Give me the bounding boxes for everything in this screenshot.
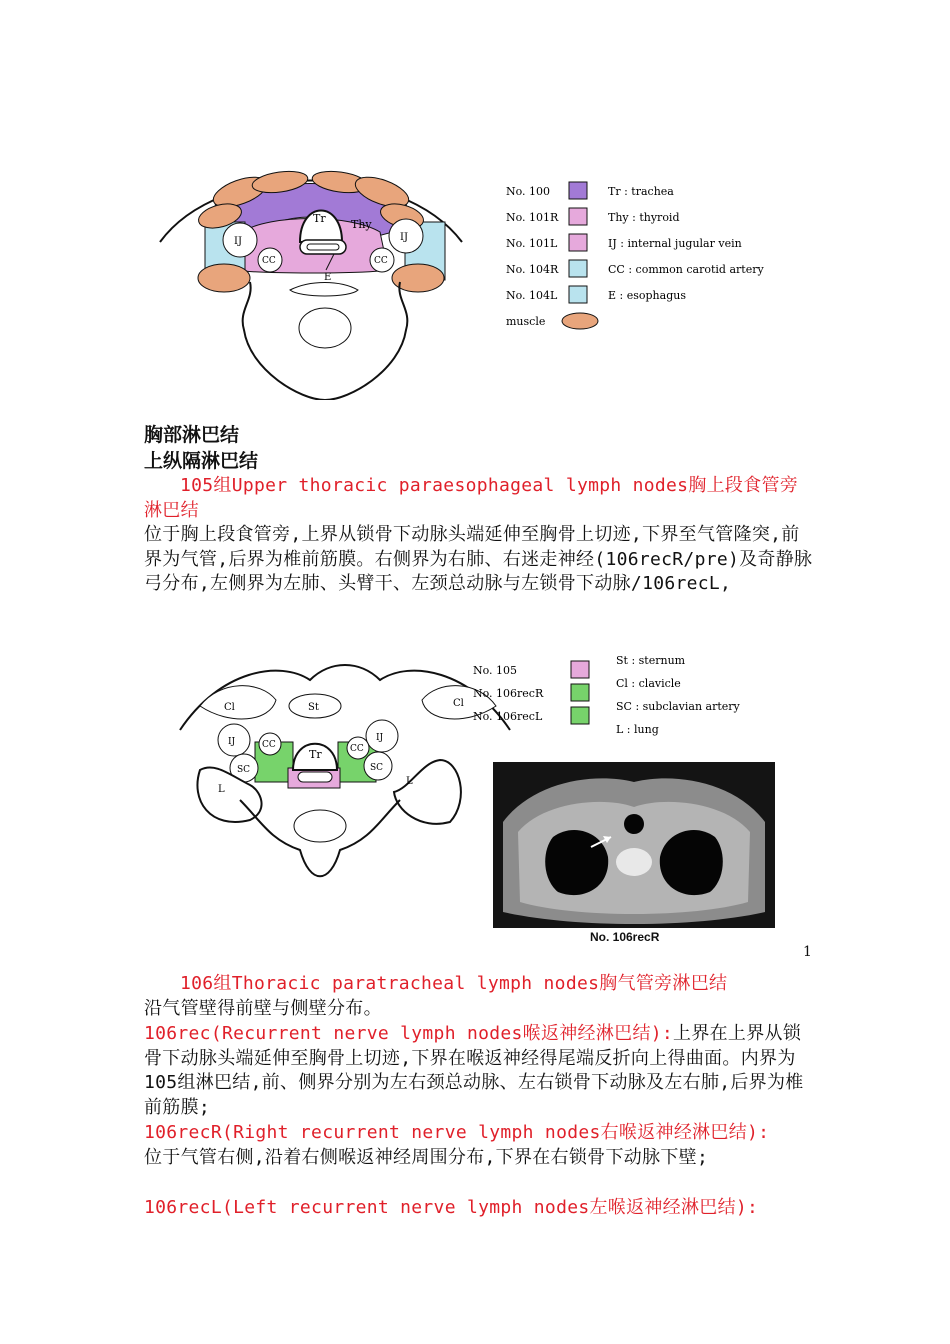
swatch-no106recl (571, 707, 589, 724)
ct-caption: No. 106recR (590, 930, 660, 944)
section-106rec-body: 上界在上界从锁骨下动脉头端延伸至胸骨上切迹,下界在喉返神经得尾端反折向上得曲面。内界为105组淋巴结,前、侧界分别为左右颈总动脉、左右锁骨下动脉及左右肺,后界为椎前筋膜; (144, 1023, 804, 1118)
label-ij-right-2: IJ (376, 733, 384, 743)
section-106rec (144, 1022, 816, 1120)
label-st: St (308, 702, 319, 713)
vertebra-arch (290, 283, 358, 297)
vertebra-body-2 (294, 810, 346, 842)
section-106-line1: 沿气管壁得前壁与侧壁分布。 (144, 998, 382, 1019)
legend-term-2: IJ : internal jugular vein (608, 237, 742, 250)
legend-node-1: No. 101R (506, 211, 559, 224)
legend-1 (506, 182, 764, 329)
legend-term-4: E : esophagus (608, 289, 686, 302)
page-number: 1 (803, 944, 812, 960)
label-cc-left-2: CC (262, 740, 276, 750)
label-sc-right: SC (370, 763, 384, 773)
ct-scan-image (493, 762, 775, 928)
label-cl-left: Cl (224, 702, 235, 713)
label-sc-left: SC (237, 765, 251, 775)
legend2-term-2: SC : subclavian artery (616, 700, 740, 713)
figure-neck-lymph-nodes (150, 170, 790, 400)
label-cl-right: Cl (453, 698, 464, 709)
label-ij-left: IJ (234, 236, 242, 247)
legend2-node-2: No. 106recL (473, 710, 543, 723)
legend-node-5: muscle (506, 315, 546, 328)
section-106-title: 106组Thoracic paratracheal lymph nodes胸气管旁淋巴结 (180, 973, 728, 994)
legend-node-3: No. 104R (506, 263, 559, 276)
section-106recl-title: 106recL(Left recurrent nerve lymph nodes左喉返神经淋巴结): (144, 1197, 759, 1218)
swatch-muscle (562, 313, 598, 329)
heading-thoracic-lymph-nodes: 胸部淋巴结 (144, 424, 240, 446)
section-106recr-body: 位于气管右侧,沿着右侧喉返神经周围分布,下界在右锁骨下动脉下壁; (144, 1147, 709, 1168)
legend-node-0: No. 100 (506, 185, 551, 198)
ct-vertebra (616, 848, 652, 876)
label-cc-left: CC (262, 256, 276, 266)
label-e: E (324, 272, 332, 283)
swatch-no101r (569, 208, 587, 225)
section-105-title: 105组Upper thoracic paraesophageal lymph nodes胸上段食管旁淋巴结 (144, 475, 799, 521)
legend-node-4: No. 104L (506, 289, 558, 302)
label-l-right: L (406, 776, 413, 787)
legend2-node-1: No. 106recR (473, 687, 544, 700)
swatch-no101l (569, 234, 587, 251)
clavicle-left (200, 686, 276, 719)
legend-term-1: Thy : thyroid (608, 211, 680, 224)
vertebra-body (299, 308, 351, 348)
label-ij-left-2: IJ (228, 737, 236, 747)
label-cc-right-2: CC (350, 744, 364, 754)
legend-term-0: Tr : trachea (608, 185, 674, 198)
legend2-term-0: St : sternum (616, 654, 686, 667)
swatch-no105 (571, 661, 589, 678)
legend2-term-1: Cl : clavicle (616, 677, 681, 690)
section-105-body: 位于胸上段食管旁,上界从锁骨下动脉头端延伸至胸骨上切迹,下界至气管隆突,前界为气管,后界为椎前筋膜。右侧界为右肺、右迷走神经(106recR/pre)及奇静脉弓分布,左侧界为左肺、头臂干、左颈总动脉与左锁骨下动脉/106recL, (144, 524, 813, 595)
swatch-no104r (569, 260, 587, 277)
swatch-no106recr (571, 684, 589, 701)
label-cc-right: CC (374, 256, 388, 266)
label-l-left: L (218, 784, 225, 795)
lung-right (394, 760, 461, 824)
legend2-term-3: L : lung (616, 723, 659, 736)
muscle-7 (198, 264, 250, 292)
legend-term-3: CC : common carotid artery (608, 263, 764, 276)
swatch-no100 (569, 182, 587, 199)
heading-upper-mediastinal: 上纵隔淋巴结 (144, 450, 259, 472)
label-tr: Tr (313, 212, 326, 225)
legend-node-2: No. 101L (506, 237, 558, 250)
label-thy: Thy (351, 218, 372, 231)
swatch-no104l (569, 286, 587, 303)
label-ij-right: IJ (400, 232, 408, 243)
ct-trachea (624, 814, 644, 834)
esophagus-2 (298, 772, 332, 782)
legend2-node-0: No. 105 (473, 664, 518, 677)
label-tr-2: Tr (309, 748, 322, 761)
section-106recr-title: 106recR(Right recurrent nerve lymph nodes右喉返神经淋巴结): (144, 1122, 770, 1143)
section-106rec-title: 106rec(Recurrent nerve lymph nodes喉返神经淋巴结): (144, 1023, 674, 1044)
